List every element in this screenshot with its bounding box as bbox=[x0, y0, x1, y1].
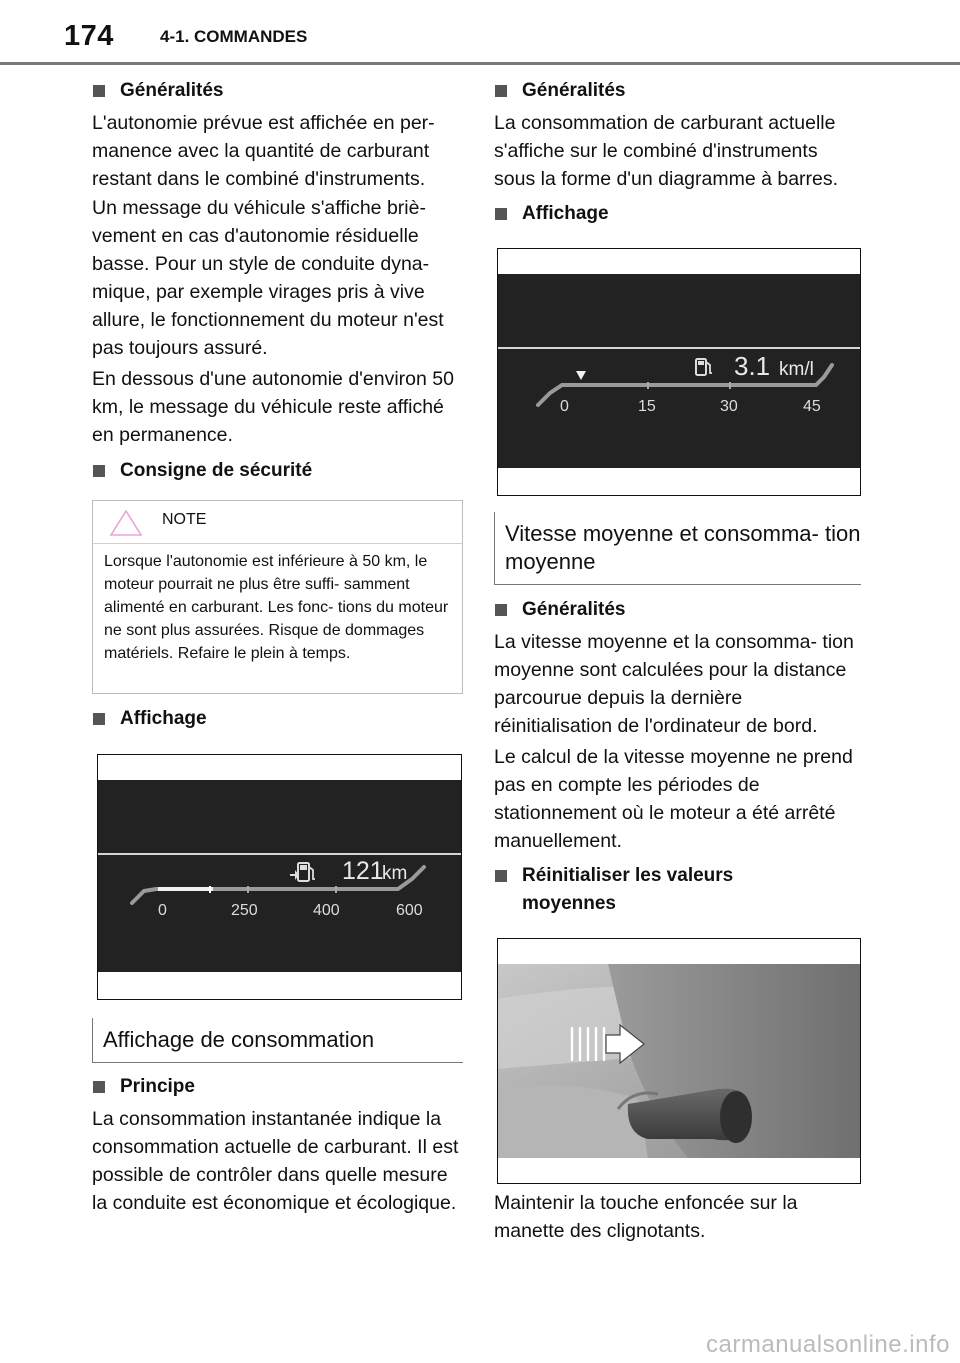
consumption-tick-15: 15 bbox=[638, 398, 656, 415]
note-header bbox=[93, 501, 462, 544]
square-bullet-icon bbox=[495, 604, 507, 616]
square-bullet-icon bbox=[93, 85, 105, 97]
note-box bbox=[92, 500, 463, 694]
consumption-unit: km/l bbox=[779, 359, 814, 380]
consumption-value: 3.1 bbox=[734, 351, 771, 381]
range-unit: km bbox=[382, 863, 408, 884]
chapter-title: 4-1. COMMANDES bbox=[160, 27, 308, 46]
range-tick-400: 400 bbox=[313, 902, 340, 919]
caption-maintenir: Maintenir la touche enfoncée sur la manette des clignotants. bbox=[494, 1192, 798, 1242]
consumption-tick-30: 30 bbox=[720, 398, 738, 415]
range-tick-600: 600 bbox=[396, 902, 423, 919]
warning-triangle-icon bbox=[109, 509, 143, 537]
paragraph-calcul: Le calcul de la vitesse moyenne ne prend pas en compte les périodes de stationnement où le moteur a été arrêté manuellement. bbox=[494, 746, 853, 852]
range-tick-0: 0 bbox=[158, 902, 167, 919]
subheading-affichage-right: Affichage bbox=[494, 200, 888, 228]
paragraph-50km: En dessous d'une autonomie d'environ 50 km, le message du véhicule reste affiché en permanence. bbox=[92, 368, 454, 446]
paragraph-vitesse-moyenne: La vitesse moyenne et la consomma- tion moyenne sont calculées pour la distance parcourue depuis la dernière réinitialisation de l'ordinateur de bord. bbox=[494, 631, 854, 737]
subheading-generalites-right-2: Généralités bbox=[494, 596, 888, 624]
square-bullet-icon bbox=[495, 85, 507, 97]
square-bullet-icon bbox=[93, 1081, 105, 1093]
subheading-principe: Principe bbox=[92, 1073, 490, 1101]
paragraph-autonomie: L'autonomie prévue est affichée en per- manence avec la quantité de carburant restant dans le combiné d'instruments. bbox=[92, 112, 435, 190]
subheading-affichage-left: Affichage bbox=[92, 705, 490, 733]
header-rule bbox=[0, 62, 960, 65]
range-value: 121 bbox=[342, 857, 384, 885]
section-title-consommation: Affichage de consommation bbox=[92, 1018, 463, 1063]
consumption-tick-0: 0 bbox=[560, 398, 569, 415]
page-number: 174 bbox=[64, 20, 114, 52]
square-bullet-icon bbox=[93, 465, 105, 477]
subheading-generalites-left: Généralités bbox=[92, 77, 490, 105]
subheading-generalites-right: Généralités bbox=[494, 77, 888, 105]
subheading-consigne: Consigne de sécurité bbox=[92, 457, 490, 485]
note-text: Lorsque l'autonomie est inférieure à 50 km, le moteur pourrait ne plus être suffi- samment alimenté en carburant. Les fonc- tions du moteur ne sont plus assurées. Risque de dommages matériels. Refaire le plein à temps. bbox=[104, 553, 449, 662]
paragraph-message: Un message du véhicule s'affiche briè- vement en cas d'autonomie résiduelle basse. Pour un style de conduite dyna- mique, par exemple virages pris à vive allure, le fonctionnement du moteur n'est pas toujours assuré. bbox=[92, 197, 444, 359]
section-title-vitesse-moyenne: Vitesse moyenne et consomma- tion moyenne bbox=[494, 512, 861, 585]
square-bullet-icon bbox=[495, 208, 507, 220]
square-bullet-icon bbox=[93, 713, 105, 725]
watermark: carmanualsonline.info bbox=[706, 1331, 950, 1358]
turn-signal-stalk-illustration bbox=[497, 938, 861, 1184]
paragraph-consommation-actuelle: La consommation de carburant actuelle s'affiche sur le combiné d'instruments sous la forme d'un diagramme à barres. bbox=[494, 112, 839, 190]
note-label: NOTE bbox=[162, 511, 207, 528]
square-bullet-icon bbox=[495, 870, 507, 882]
range-display-figure bbox=[97, 754, 462, 1000]
range-tick-250: 250 bbox=[231, 902, 258, 919]
subheading-reinitialiser: Réinitialiser les valeurs moyennes bbox=[494, 862, 822, 918]
consumption-display-figure bbox=[497, 248, 861, 496]
paragraph-principe: La consommation instantanée indique la consommation actuelle de carburant. Il est possible de contrôler dans quelle mesure la conduite est économique et écologique. bbox=[92, 1108, 459, 1214]
consumption-tick-45: 45 bbox=[803, 398, 821, 415]
